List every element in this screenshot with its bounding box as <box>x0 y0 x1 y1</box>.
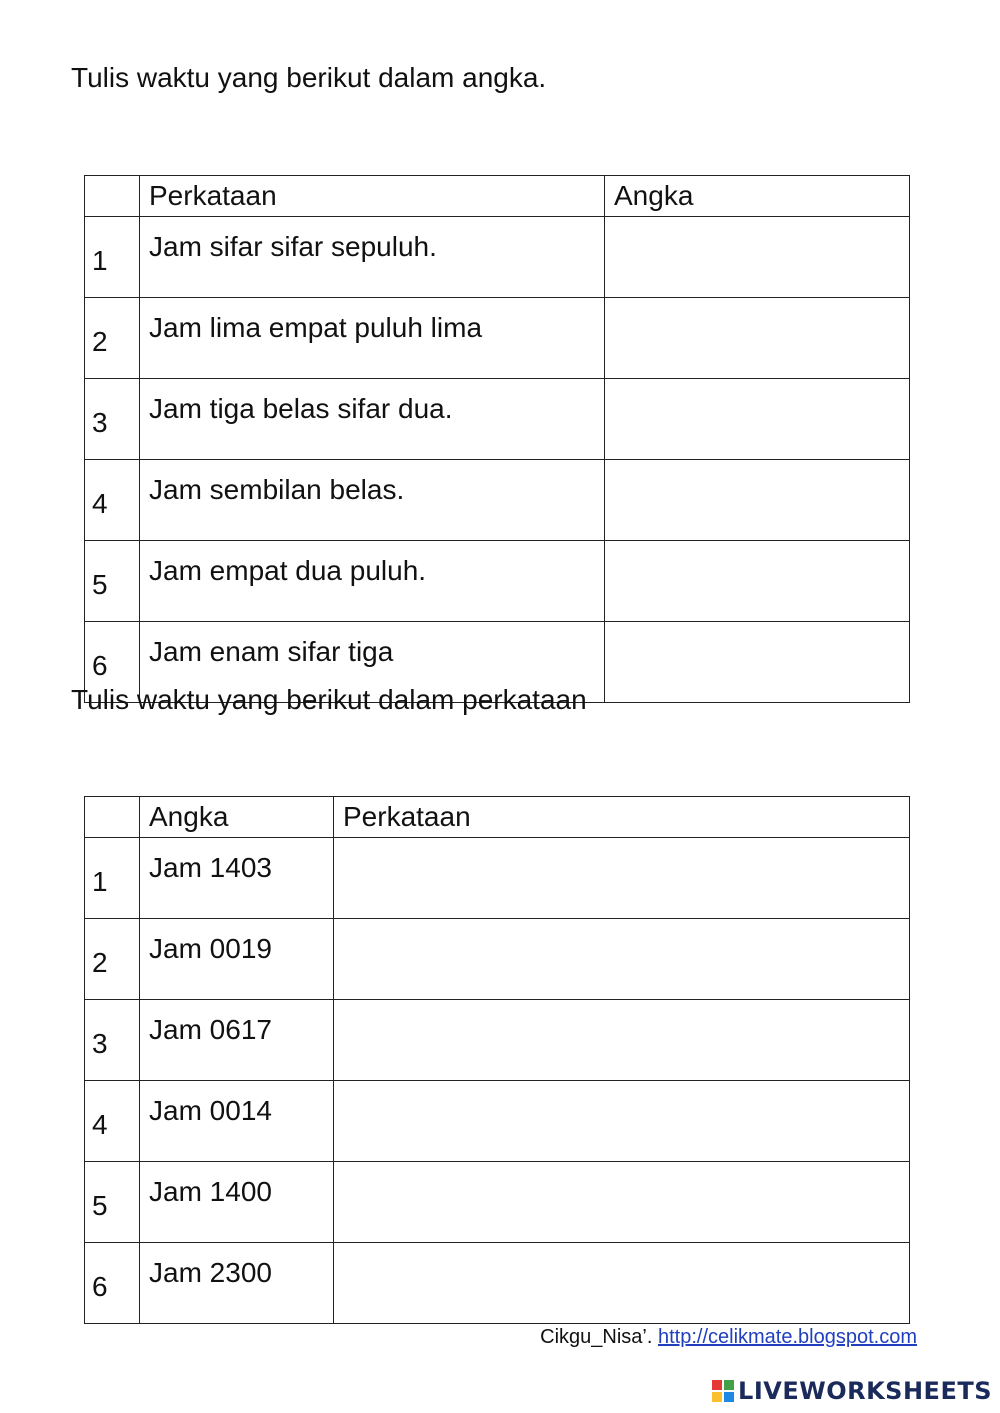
table-header-row <box>85 176 910 217</box>
instruction-words: Tulis waktu yang berikut dalam perkataan <box>71 684 587 715</box>
row-digits: Jam 0014 <box>140 1081 334 1162</box>
table-row <box>85 1243 910 1324</box>
row-number: 2 <box>85 919 140 1000</box>
row-number: 3 <box>85 1000 140 1081</box>
logo-square <box>724 1380 734 1390</box>
table-row <box>85 1000 910 1081</box>
row-number: 6 <box>85 1243 140 1324</box>
row-digits: Jam 1403 <box>140 838 334 919</box>
row-number: 3 <box>85 379 140 460</box>
credit-line <box>540 1326 917 1349</box>
row-number: 5 <box>85 541 140 622</box>
answer-cell[interactable] <box>334 1162 910 1243</box>
words-to-numbers-table <box>84 175 910 703</box>
header-number <box>85 176 140 217</box>
row-number: 4 <box>85 460 140 541</box>
answer-cell[interactable] <box>605 379 910 460</box>
row-number: 4 <box>85 1081 140 1162</box>
row-words: Jam lima empat puluh lima <box>140 298 605 379</box>
row-digits: Jam 0617 <box>140 1000 334 1081</box>
row-words: Jam sifar sifar sepuluh. <box>140 217 605 298</box>
table-row <box>85 1162 910 1243</box>
answer-cell[interactable] <box>605 217 910 298</box>
answer-cell[interactable] <box>605 298 910 379</box>
instruction-numbers: Tulis waktu yang berikut dalam angka. <box>71 62 547 93</box>
logo-grid-icon <box>712 1380 734 1402</box>
table-row <box>85 217 910 298</box>
answer-cell[interactable] <box>605 622 910 703</box>
answer-cell[interactable] <box>605 460 910 541</box>
answer-cell[interactable] <box>334 1243 910 1324</box>
logo-square <box>712 1392 722 1402</box>
row-number: 5 <box>85 1162 140 1243</box>
liveworksheets-logo <box>712 1377 992 1405</box>
credit-link[interactable]: http://celikmate.blogspot.com <box>657 1326 917 1348</box>
answer-cell[interactable] <box>334 1081 910 1162</box>
row-number: 1 <box>85 838 140 919</box>
header-digits: Angka <box>605 176 910 217</box>
table-row <box>85 919 910 1000</box>
table-row <box>85 379 910 460</box>
numbers-to-words-table <box>84 796 910 1324</box>
row-words: Jam empat dua puluh. <box>140 541 605 622</box>
row-number: 6 <box>85 622 140 703</box>
logo-square <box>712 1380 722 1390</box>
row-words: Jam sembilan belas. <box>140 460 605 541</box>
row-number: 1 <box>85 217 140 298</box>
answer-cell[interactable] <box>334 838 910 919</box>
row-words: Jam tiga belas sifar dua. <box>140 379 605 460</box>
header-words: Perkataan <box>140 176 605 217</box>
logo-text: LIVEWORKSHEETS <box>738 1377 992 1405</box>
answer-cell[interactable] <box>334 1000 910 1081</box>
header-words: Perkataan <box>334 797 910 838</box>
table-row <box>85 460 910 541</box>
table-row <box>85 838 910 919</box>
table-row <box>85 541 910 622</box>
row-number: 2 <box>85 298 140 379</box>
answer-cell[interactable] <box>605 541 910 622</box>
credit-author: Cikgu_Nisa’. <box>540 1326 658 1348</box>
row-digits: Jam 1400 <box>140 1162 334 1243</box>
table-header-row <box>85 797 910 838</box>
answer-cell[interactable] <box>334 919 910 1000</box>
table-row <box>85 298 910 379</box>
header-digits: Angka <box>140 797 334 838</box>
row-digits: Jam 0019 <box>140 919 334 1000</box>
logo-square <box>724 1392 734 1402</box>
row-digits: Jam 2300 <box>140 1243 334 1324</box>
table-row <box>85 1081 910 1162</box>
row-words: Jam enam sifar tiga <box>140 622 605 703</box>
header-number <box>85 797 140 838</box>
